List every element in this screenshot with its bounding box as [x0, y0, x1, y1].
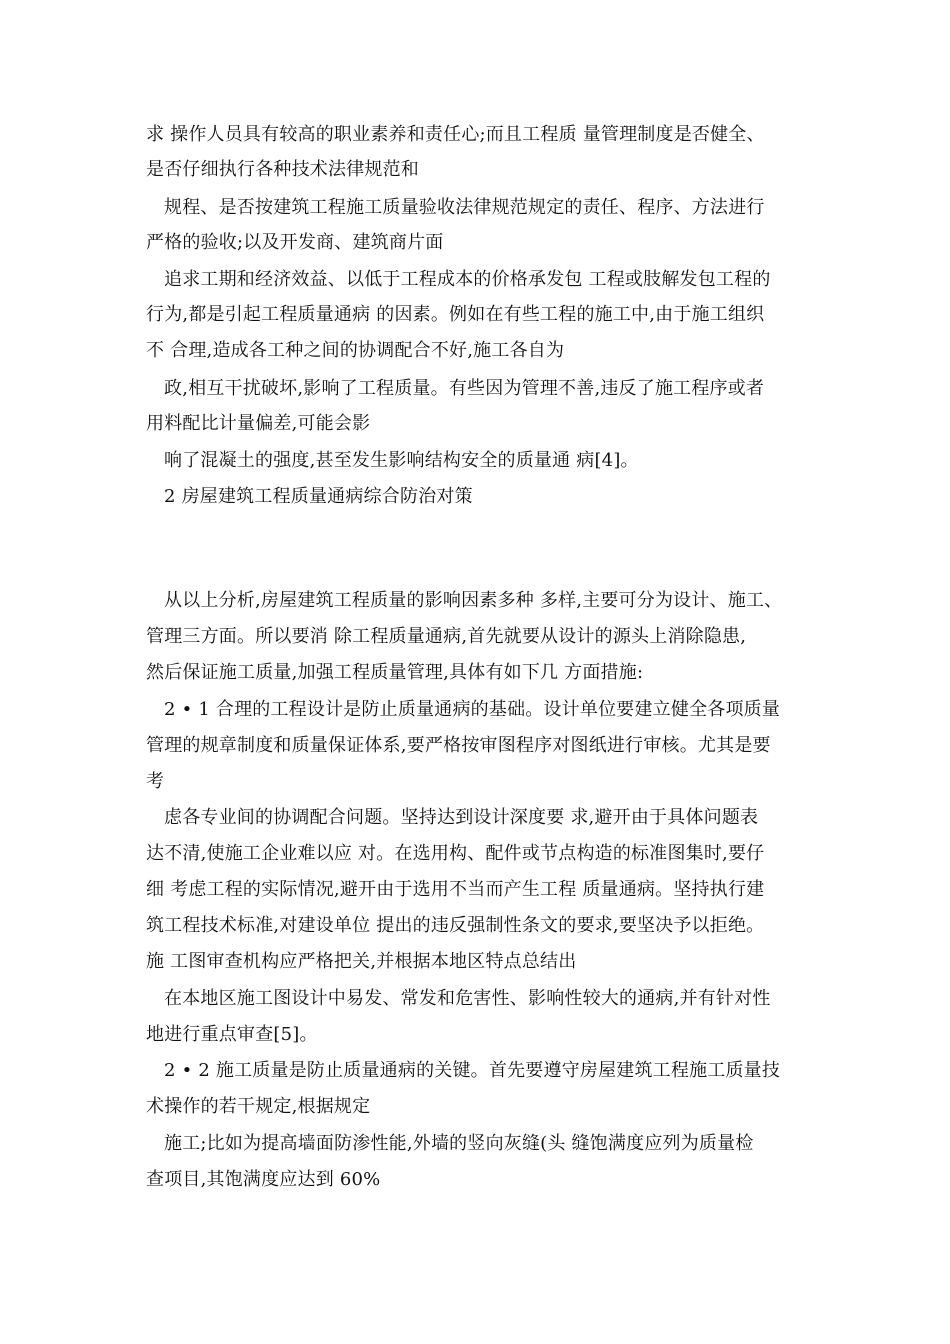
text-line: 管理三方面。所以要消 除工程质量通病,首先就要从设计的源头上消除隐患, [146, 626, 747, 647]
section-heading: 2 房屋建筑工程质量通病综合防治对策 [164, 486, 473, 507]
text-line: 查项目,其饱满度应达到 60% [146, 1169, 381, 1190]
text-line: 规程、是否按建筑工程施工质量验收法律规范规定的责任、程序、方法进行 [164, 197, 765, 218]
text-line: 筑工程技术标准,对建设单位 提出的违反强制性条文的要求,要坚决予以拒绝。 [146, 915, 765, 936]
text-line: 追求工期和经济效益、以低于工程成本的价格承发包 工程或肢解发包工程的 [164, 269, 771, 290]
text-line: 用料配比计量偏差,可能会影 [146, 413, 371, 434]
text-line: 不 合理,造成各工种之间的协调配合不好,施工各自为 [146, 340, 565, 361]
text-line: 政,相互干扰破坏,影响了工程质量。有些因为管理不善,违反了施工程序或者 [164, 378, 765, 399]
text-line: 细 考虑工程的实际情况,避开由于选用不当而产生工程 质量通病。坚持执行建 [146, 879, 765, 900]
text-line: 施工;比如为提高墙面防渗性能,外墙的竖向灰缝(头 缝饱满度应列为质量检 [164, 1133, 754, 1154]
text-line: 虑各专业间的协调配合问题。坚持达到设计深度要 求,避开由于具体问题表 [164, 807, 759, 828]
text-line: 考 [146, 771, 165, 792]
text-line: 管理的规章制度和质量保证体系,要严格按审图程序对图纸进行审核。尤其是要 [146, 735, 771, 756]
text-line: 从以上分析,房屋建筑工程质量的影响因素多种 多样,主要可分为设计、施工、 [164, 590, 783, 611]
text-line: 2 • 1 合理的工程设计是防止质量通病的基础。设计单位要建立健全各项质量 [164, 699, 781, 720]
text-line: 求 操作人员具有较高的职业素养和责任心;而且工程质 量管理制度是否健全、 [146, 124, 765, 145]
text-line: 是否仔细执行各种技术法律规范和 [146, 159, 419, 180]
text-line: 达不清,使施工企业难以应 对。在选用构、配件或节点构造的标准图集时,要仔 [146, 843, 765, 864]
text-line: 行为,都是引起工程质量通病 的因素。例如在有些工程的施工中,由于施工组织 [146, 304, 765, 325]
text-line: 然后保证施工质量,加强工程质量管理,具体有如下几 方面措施: [146, 662, 644, 683]
text-line: 在本地区施工图设计中易发、常发和危害性、影响性较大的通病,并有针对性 [164, 988, 771, 1009]
text-line: 2 • 2 施工质量是防止质量通病的关键。首先要遵守房屋建筑工程施工质量技 [164, 1060, 781, 1081]
text-line: 严格的验收;以及开发商、建筑商片面 [146, 232, 444, 253]
text-line: 术操作的若干规定,根据规定 [146, 1096, 371, 1117]
text-line: 地进行重点审查[5]。 [146, 1024, 318, 1045]
text-line: 响了混凝土的强度,甚至发生影响结构安全的质量通 病[4]。 [164, 450, 639, 471]
text-line: 施 工图审查机构应严格把关,并根据本地区特点总结出 [146, 951, 577, 972]
